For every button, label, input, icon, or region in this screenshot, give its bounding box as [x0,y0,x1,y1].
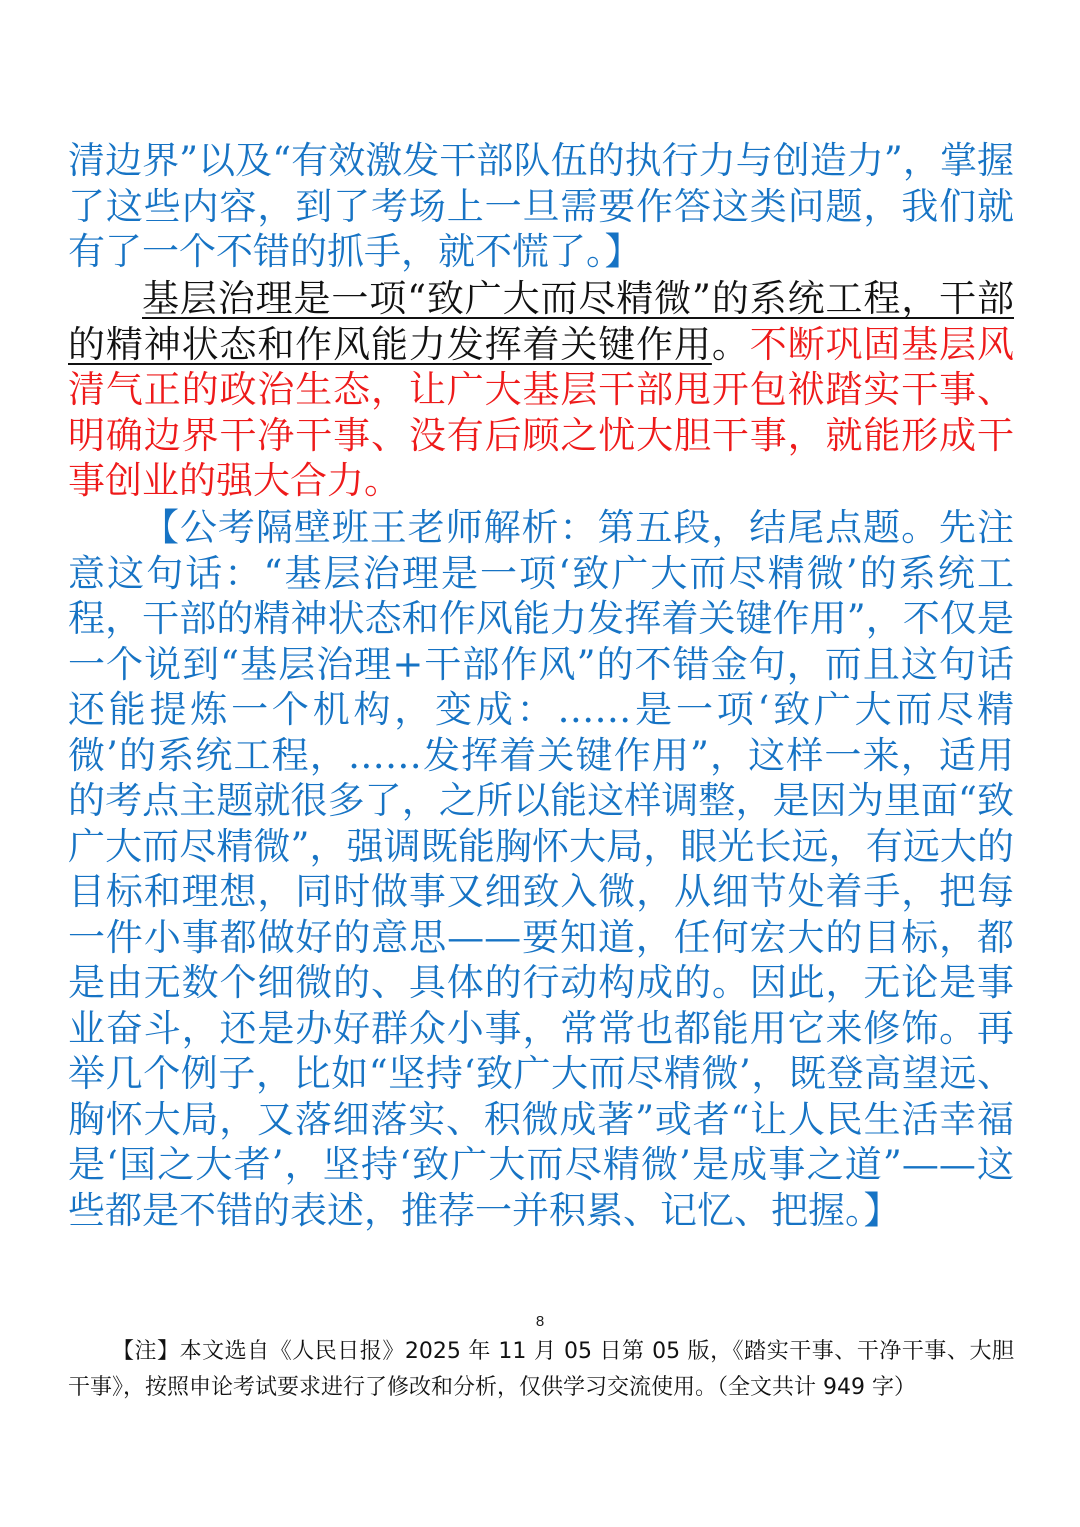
analysis-paragraph-ending: 清边界”以及“有效激发干部队伍的执行力与创造力”，掌握了这些内容，到了考场上一旦需要作答这类问题，我们就有了一个不错的抓手，就不慌了。】 [68,139,1014,273]
source-note: 【注】本文选自《人民日报》2025 年 11 月 05 日第 05 版，《踏实干事、干净干事、大胆干事》，按照申论考试要求进行了修改和分析，仅供学习交流使用。（全文共计 949 字） [68,1339,1014,1400]
sentence-period: 。 [711,322,750,366]
teacher-analysis-paragraph: 【公考隔壁班王老师解析：第五段，结尾点题。先注意这句话：“基层治理是一项‘致广大而尽精微’的系统工程，干部的精神状态和作风能力发挥着关键作用”，不仅是一个说到“基层治理+干部作风”的不错金句，而且这句话还能提炼一个机构，变成：……是一项‘致广大而尽精微’的系统工程，……发挥着关键作用”，这样一来，适用的考点主题就很多了，之所以能这样调整，是因为里面“致广大而尽精微”，强调既能胸怀大局，眼光长远，有远大的目标和理想，同时做事又细致入微，从细节处着手，把每一件小事都做好的意思——要知道，任何宏大的目标，都是由无数个细微的、具体的行动构成的。因此，无论是事业奋斗，还是办好群众小事，常常也都能用它来修饰。再举几个例子，比如“坚持‘致广大而尽精微’，既登高望远、胸怀大局，又落细落实、积微成著”或者“让人民生活幸福是‘国之大者’，坚持‘致广大而尽精微’是成事之道”——这些都是不错的表述，推荐一并积累、记忆、把握。】 [68,506,1014,1232]
article-paragraph-five [68,276,1014,504]
highlighted-red-sentence: 不断巩固基层风清气正的政治生态，让广大基层干部甩开包袱踏实干事、明确边界干净干事、没有后顾之忧大胆干事，就能形成干事创业的强大合力。 [68,322,1014,502]
underlined-key-sentence: 基层治理是一项“致广大而尽精微”的系统工程，干部的精神状态和作风能力发挥着关键作用 [68,277,1014,366]
page-number: 8 [535,1313,545,1330]
